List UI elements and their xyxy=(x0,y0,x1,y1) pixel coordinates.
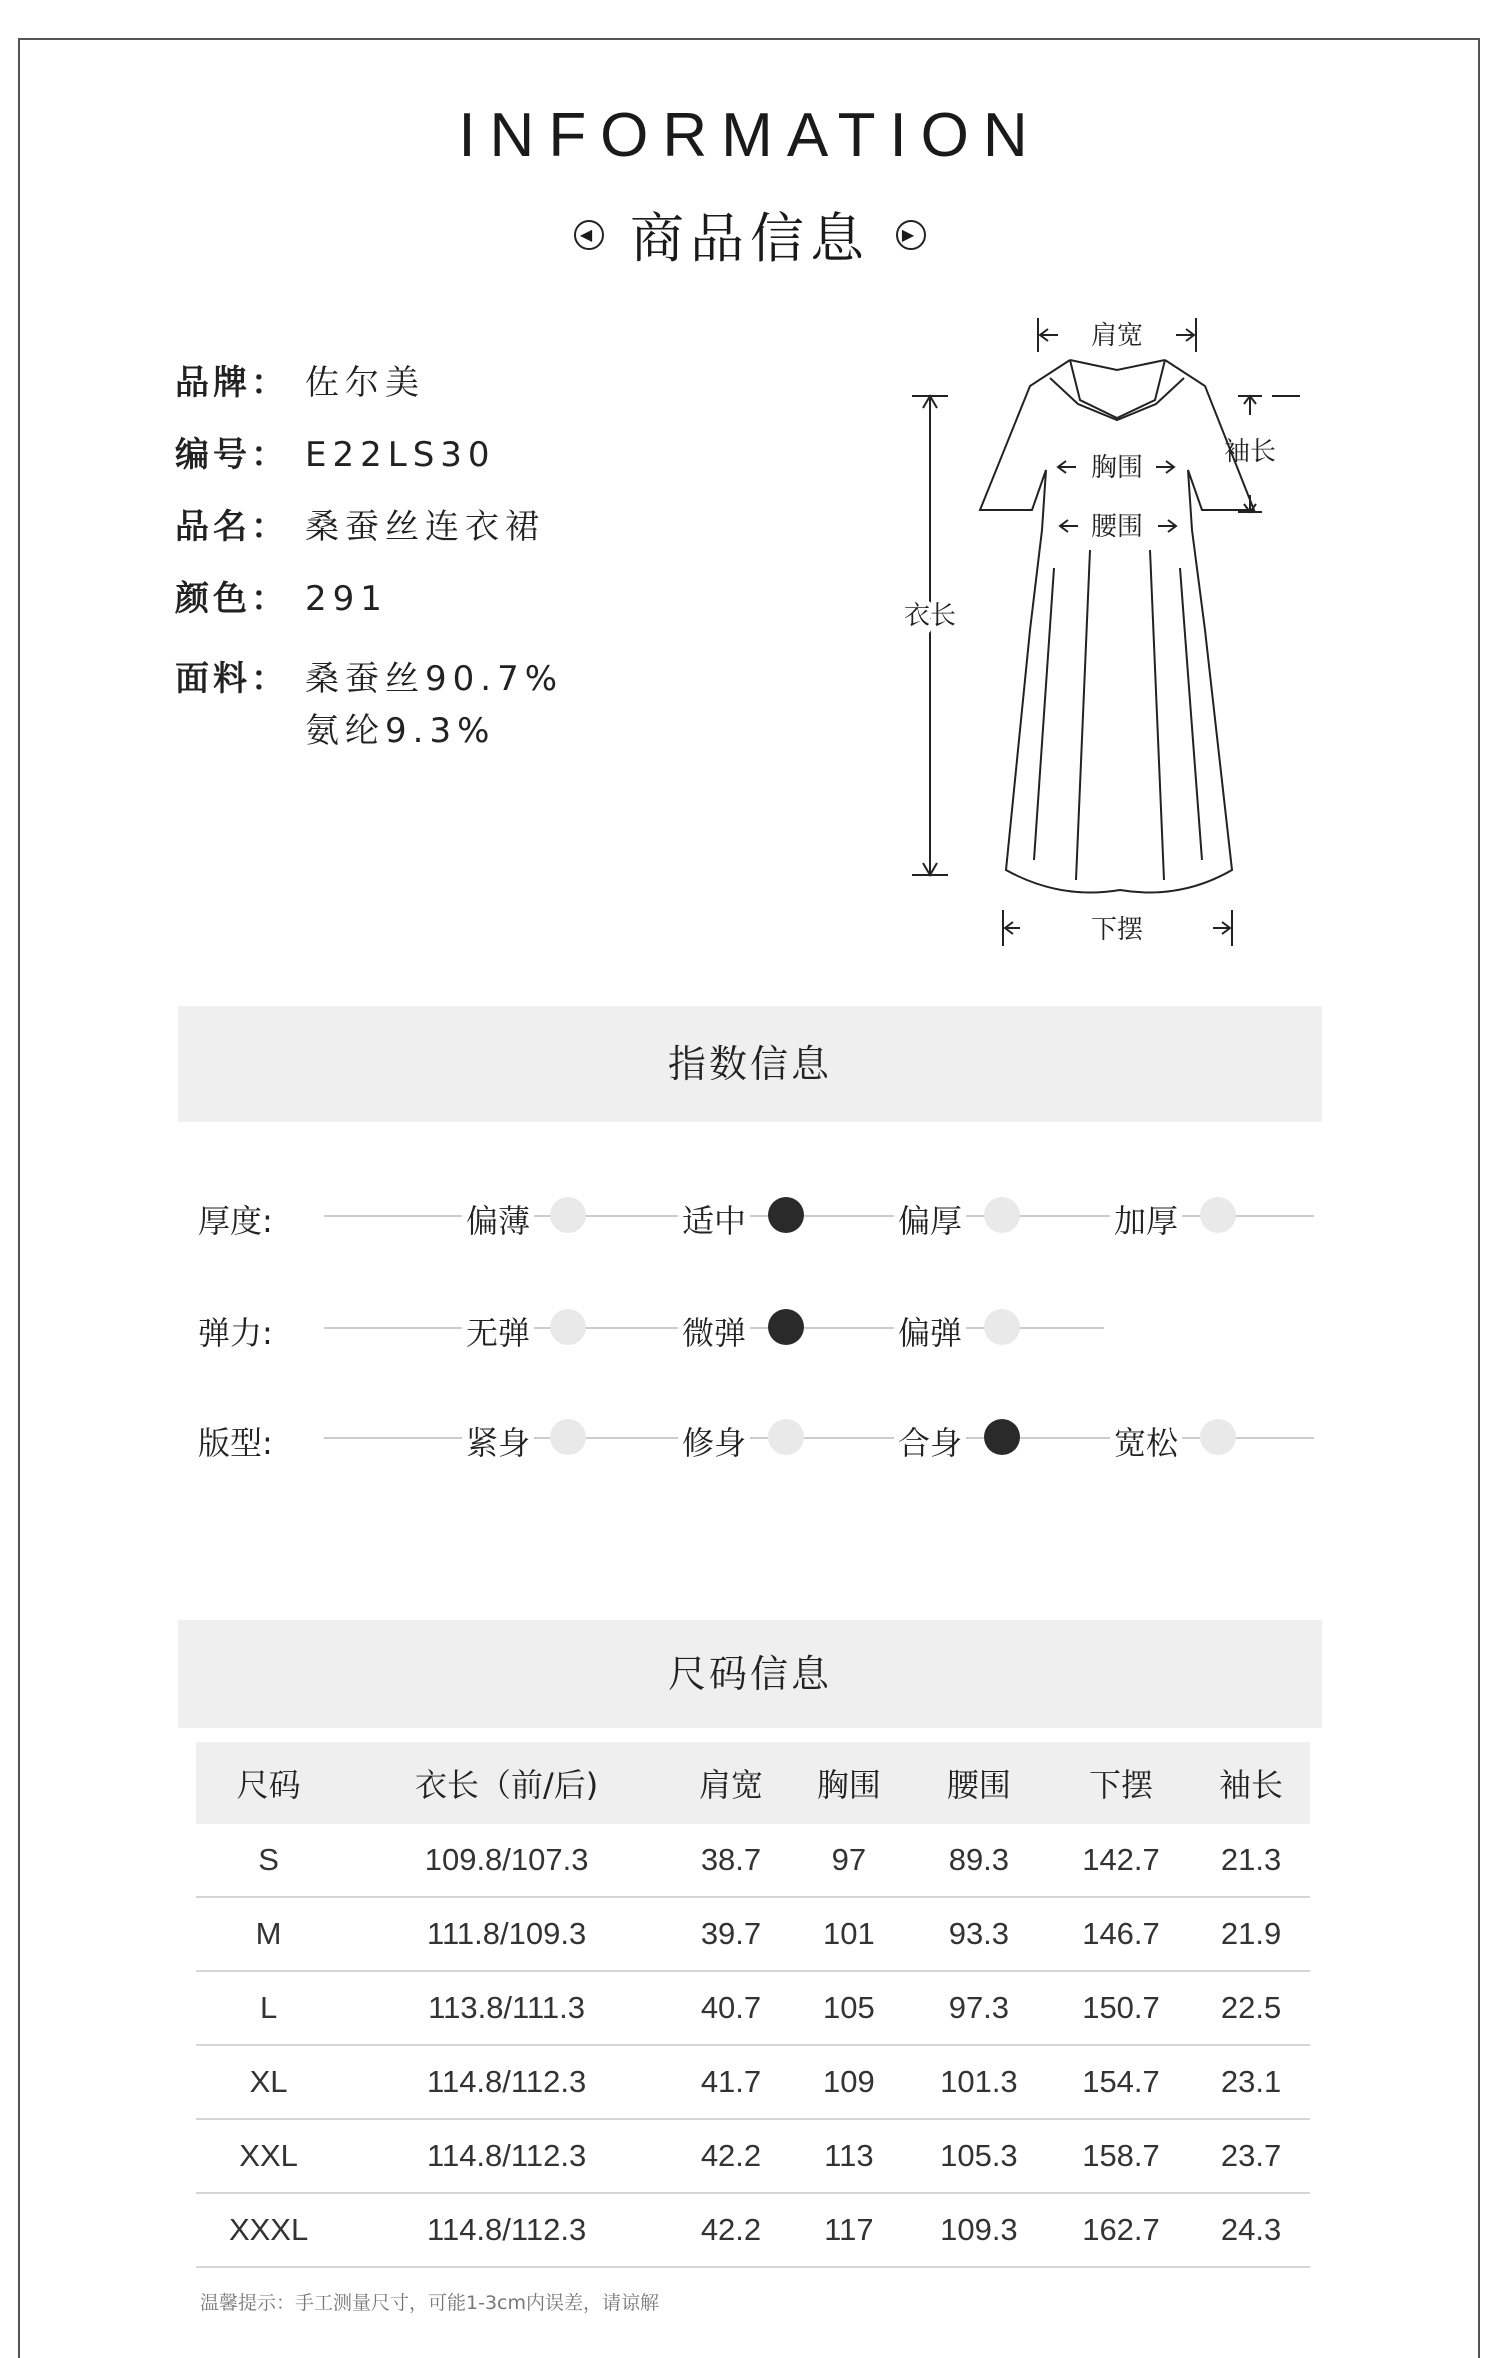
index-option: 偏薄 xyxy=(462,1196,534,1242)
index-dot xyxy=(550,1419,586,1455)
col-header: 衣长（前/后) xyxy=(341,1742,672,1824)
col-header: 胸围 xyxy=(790,1742,908,1824)
table-cell: 42.2 xyxy=(672,2193,790,2267)
table-cell: 113.8/111.3 xyxy=(341,1971,672,2045)
right-arrow-icon: ▶ xyxy=(896,220,926,250)
col-header: 袖长 xyxy=(1192,1742,1310,1824)
left-arrow-icon: ◀ xyxy=(574,220,604,250)
title-chinese: 商品信息 xyxy=(630,207,870,270)
table-cell: XXL xyxy=(196,2119,341,2193)
fabric-line-2: 氨纶9.3% xyxy=(305,711,496,751)
info-key: 品名： xyxy=(175,507,289,547)
sleeve-label: 袖长 xyxy=(1223,437,1277,467)
index-option: 偏弹 xyxy=(894,1308,966,1354)
dress-measurement-diagram xyxy=(880,300,1277,960)
length-label: 衣长 xyxy=(903,601,957,631)
col-header: 尺码 xyxy=(196,1742,341,1824)
table-row xyxy=(196,1824,1310,1897)
table-cell: 142.7 xyxy=(1050,1824,1192,1897)
index-label: 弹力: xyxy=(198,1314,273,1352)
table-cell: 154.7 xyxy=(1050,2045,1192,2119)
table-cell: 21.9 xyxy=(1192,1897,1310,1971)
table-cell: 109.8/107.3 xyxy=(341,1824,672,1897)
table-row xyxy=(196,2045,1310,2119)
info-key: 面料： xyxy=(175,659,289,699)
fabric-line-1: 桑蚕丝90.7% xyxy=(305,659,564,699)
info-value xyxy=(305,658,563,762)
table-cell: 93.3 xyxy=(908,1897,1050,1971)
index-option: 合身 xyxy=(894,1418,966,1464)
table-cell: 162.7 xyxy=(1050,2193,1192,2267)
table-cell: 38.7 xyxy=(672,1824,790,1897)
table-cell: 114.8/112.3 xyxy=(341,2193,672,2267)
table-cell: 24.3 xyxy=(1192,2193,1310,2267)
table-cell: L xyxy=(196,1971,341,2045)
info-row-name xyxy=(175,506,563,548)
info-value: 桑蚕丝连衣裙 xyxy=(305,507,545,547)
index-option: 加厚 xyxy=(1110,1196,1182,1242)
info-row-code xyxy=(175,434,563,476)
info-value: 佐尔美 xyxy=(305,363,425,403)
table-cell: 114.8/112.3 xyxy=(341,2119,672,2193)
info-key: 品牌： xyxy=(175,363,289,403)
index-row-thickness xyxy=(198,1186,1318,1246)
table-cell: 23.7 xyxy=(1192,2119,1310,2193)
table-cell: 22.5 xyxy=(1192,1971,1310,2045)
index-dot-selected xyxy=(768,1197,804,1233)
table-cell: 40.7 xyxy=(672,1971,790,2045)
table-cell: 158.7 xyxy=(1050,2119,1192,2193)
index-dot xyxy=(984,1197,1020,1233)
index-dot xyxy=(984,1309,1020,1345)
table-cell: 97.3 xyxy=(908,1971,1050,2045)
table-row xyxy=(196,2193,1310,2267)
index-dot xyxy=(1200,1197,1236,1233)
info-row-fabric xyxy=(175,658,563,762)
index-option: 修身 xyxy=(678,1418,750,1464)
table-cell: 111.8/109.3 xyxy=(341,1897,672,1971)
info-value: E22LS30 xyxy=(305,435,496,475)
chest-label: 胸围 xyxy=(1090,453,1144,483)
index-dot xyxy=(550,1309,586,1345)
waist-label: 腰围 xyxy=(1090,512,1144,542)
info-key: 颜色： xyxy=(175,579,289,619)
measurement-note: 温馨提示：手工测量尺寸，可能1-3cm内误差，请谅解 xyxy=(200,2292,659,2314)
index-label: 厚度: xyxy=(198,1202,273,1240)
table-row xyxy=(196,1971,1310,2045)
table-row xyxy=(196,1897,1310,1971)
table-cell: XXXL xyxy=(196,2193,341,2267)
table-cell: 101 xyxy=(790,1897,908,1971)
table-cell: 89.3 xyxy=(908,1824,1050,1897)
info-row-color xyxy=(175,578,563,620)
table-cell: 42.2 xyxy=(672,2119,790,2193)
table-cell: 97 xyxy=(790,1824,908,1897)
index-dot-selected xyxy=(984,1419,1020,1455)
info-row-brand xyxy=(175,362,563,404)
size-panel-header: 尺码信息 xyxy=(178,1620,1322,1728)
table-cell: 39.7 xyxy=(672,1897,790,1971)
index-option: 紧身 xyxy=(462,1418,534,1464)
col-header: 腰围 xyxy=(908,1742,1050,1824)
table-row xyxy=(196,2119,1310,2193)
table-cell: 105 xyxy=(790,1971,908,2045)
index-option: 无弹 xyxy=(462,1308,534,1354)
table-cell: 146.7 xyxy=(1050,1897,1192,1971)
table-cell: XL xyxy=(196,2045,341,2119)
title-chinese-row xyxy=(0,196,1500,273)
index-option: 微弹 xyxy=(678,1308,750,1354)
info-key: 编号： xyxy=(175,435,289,475)
table-cell: 41.7 xyxy=(672,2045,790,2119)
index-panel-header: 指数信息 xyxy=(178,1006,1322,1122)
table-cell: 23.1 xyxy=(1192,2045,1310,2119)
table-cell: 105.3 xyxy=(908,2119,1050,2193)
product-info-list xyxy=(175,362,563,792)
index-row-fit xyxy=(198,1408,1318,1468)
index-dot xyxy=(1200,1419,1236,1455)
table-cell: 117 xyxy=(790,2193,908,2267)
table-cell: M xyxy=(196,1897,341,1971)
index-option: 宽松 xyxy=(1110,1418,1182,1464)
hem-label: 下摆 xyxy=(1090,915,1144,945)
table-cell: 113 xyxy=(790,2119,908,2193)
index-row-elasticity xyxy=(198,1298,1318,1358)
size-table xyxy=(196,1742,1310,2268)
index-option: 偏厚 xyxy=(894,1196,966,1242)
table-cell: S xyxy=(196,1824,341,1897)
table-cell: 150.7 xyxy=(1050,1971,1192,2045)
index-dot-selected xyxy=(768,1309,804,1345)
title-english: INFORMATION xyxy=(458,101,1042,170)
col-header: 肩宽 xyxy=(672,1742,790,1824)
shoulder-label: 肩宽 xyxy=(1090,321,1144,351)
table-cell: 109 xyxy=(790,2045,908,2119)
table-cell: 21.3 xyxy=(1192,1824,1310,1897)
table-cell: 114.8/112.3 xyxy=(341,2045,672,2119)
info-value: 291 xyxy=(305,579,388,619)
index-dot xyxy=(550,1197,586,1233)
col-header: 下摆 xyxy=(1050,1742,1192,1824)
size-table-header-row xyxy=(196,1742,1310,1824)
index-dot xyxy=(768,1419,804,1455)
table-cell: 101.3 xyxy=(908,2045,1050,2119)
index-label: 版型: xyxy=(198,1424,273,1462)
index-option: 适中 xyxy=(678,1196,750,1242)
table-cell: 109.3 xyxy=(908,2193,1050,2267)
